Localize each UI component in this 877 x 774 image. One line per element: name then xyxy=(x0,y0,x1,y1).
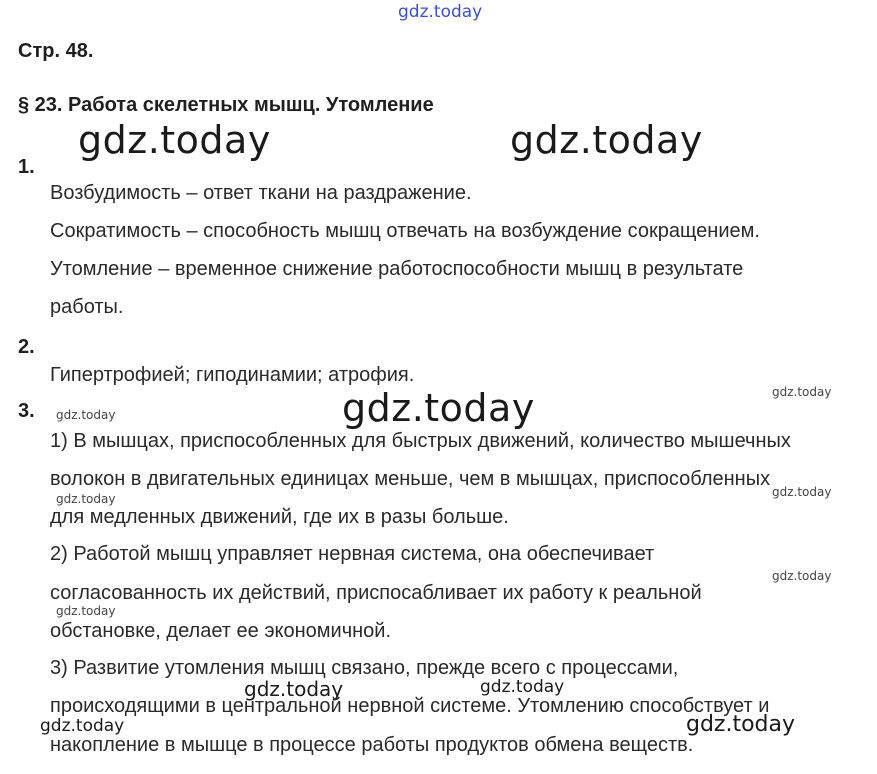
item-number-3: 3. xyxy=(18,400,35,422)
answer-line: обстановке, делает ее экономичной. xyxy=(50,620,392,642)
watermark-small-5: gdz.today xyxy=(772,569,832,583)
answer-line: 1) В мышцах, приспособленных для быстрых движений, количество мышечных xyxy=(50,430,791,452)
answer-line: Утомление – временное снижение работоспособности мышц в результате xyxy=(50,258,744,280)
watermark-medium-4: gdz.today xyxy=(686,712,796,737)
item-number-2: 2. xyxy=(18,336,35,358)
watermark-small-6: gdz.today xyxy=(56,604,116,618)
item-number-1: 1. xyxy=(18,156,35,178)
watermark-top: gdz.today xyxy=(398,2,483,22)
answer-line: происходящими в центральной нервной системе. Утомлению способствует и xyxy=(50,695,770,717)
answer-line: для медленных движений, где их в разы больше. xyxy=(50,506,509,528)
answer-line: работы. xyxy=(50,296,124,318)
watermark-small-4: gdz.today xyxy=(56,492,116,506)
watermark-medium-3: gdz.today xyxy=(40,716,125,736)
watermark-small-2: gdz.today xyxy=(56,408,116,422)
answer-line: Сократимость – способность мышц отвечать на возбуждение сокращением. xyxy=(50,220,760,242)
answer-line: 2) Работой мышц управляет нервная система, она обеспечивает xyxy=(50,543,655,565)
watermark-large-1: gdz.today xyxy=(78,118,271,162)
page-number: Стр. 48. xyxy=(18,40,94,62)
watermark-large-2: gdz.today xyxy=(510,118,703,162)
watermark-small-1: gdz.today xyxy=(772,385,832,399)
answer-line: волокон в двигательных единицах меньше, чем в мышцах, приспособленных xyxy=(50,468,771,490)
watermark-small-3: gdz.today xyxy=(772,485,832,499)
watermark-medium-1: gdz.today xyxy=(244,677,344,701)
section-title: § 23. Работа скелетных мышц. Утомление xyxy=(18,94,434,116)
answer-line: Гипертрофией; гиподинамии; атрофия. xyxy=(50,364,415,386)
watermark-large-3: gdz.today xyxy=(342,386,535,430)
answer-line: накопление в мышце в процессе работы продуктов обмена веществ. xyxy=(50,734,694,756)
answer-line: Возбудимость – ответ ткани на раздражение. xyxy=(50,182,472,204)
watermark-medium-2: gdz.today xyxy=(480,677,565,697)
answer-line: 3) Развитие утомления мышц связано, прежде всего с процессами, xyxy=(50,657,679,679)
answer-line: согласованность их действий, приспосабливает их работу к реальной xyxy=(50,582,702,604)
